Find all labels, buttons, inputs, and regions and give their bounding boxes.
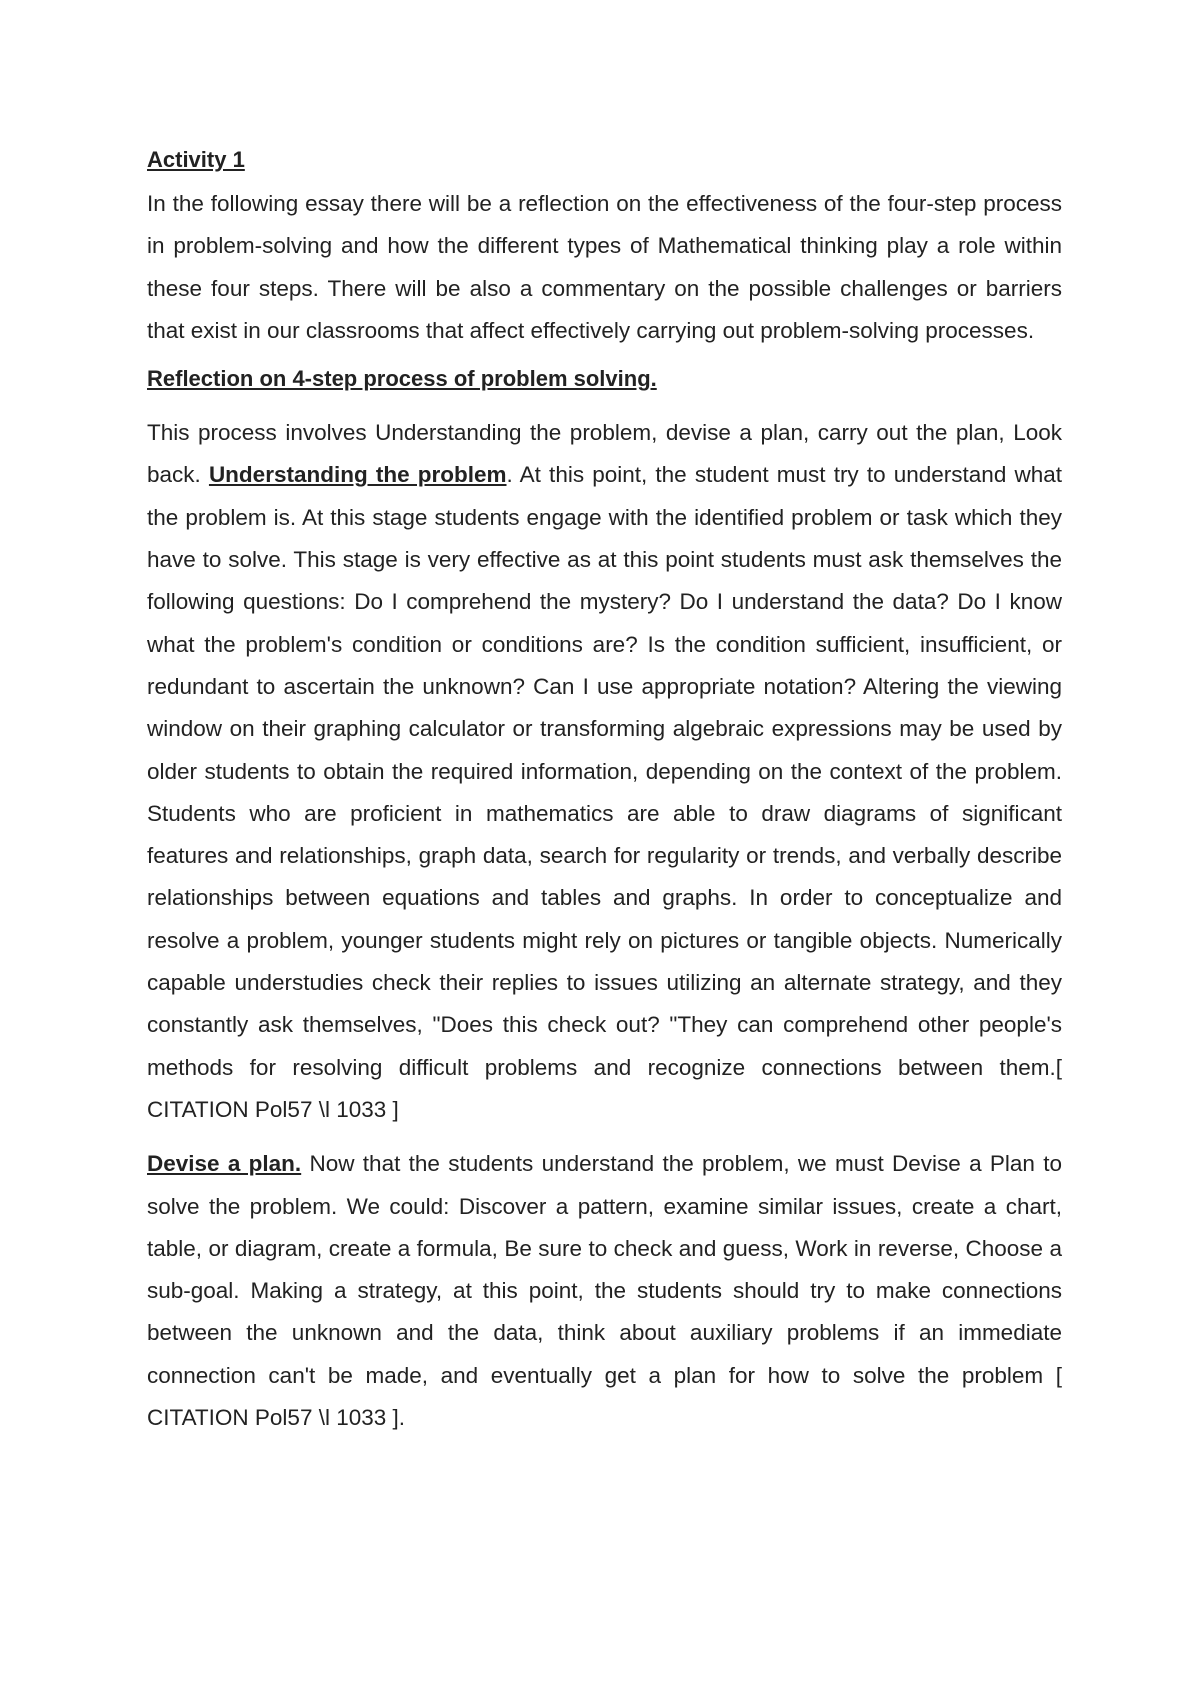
intro-paragraph: In the following essay there will be a reflection on the effectiveness of the four-step process in problem-solving and how the different types of Mathematical thinking play a role within these four steps. There will be also a commentary on the possible challenges or barriers that exist in our classrooms that affect effectively carrying out problem-solving processes. — [147, 191, 1062, 343]
devise-plan-body: Now that the students understand the problem, we must Devise a Plan to solve the problem. We could: Discover a pattern, examine similar issues, create a chart, table, or diagram, create a formula, Be sure to check and guess, Work in reverse, Choose a sub-goal. Making a strategy, at this point, the students should try to make connections between the unknown and the data, think about auxiliary problems if an immediate connection can't be made, and eventually get a plan for how to solve the problem [ CITATION Pol57 \l 1033 ]. — [147, 1151, 1063, 1431]
devise-plan-heading: Devise a plan. — [147, 1151, 302, 1177]
activity-title: Activity 1 — [147, 147, 245, 172]
understanding-heading: Understanding the problem — [208, 462, 507, 488]
section-heading: Reflection on 4-step process of problem solving. — [147, 366, 657, 392]
understanding-paragraph-body: . At this point, the student must try to understand what the problem is. At this stage students engage with the identified problem or task which they have to solve. This stage is very effective as at this point students must ask themselves the following questions: Do I comprehend the mystery? Do I understand the data? Do I know what the problem's condition or conditions are? Is the condition sufficient, insufficient, or redundant to ascertain the unknown? Can I use appropriate notation? Altering the viewing window on their graphing calculator or transforming algebraic expressions may be used by older students to obtain the required information, depending on the context of the problem. Students who are proficient in mathematics are able to draw diagrams of significant features and relationships, graph data, search for regularity or trends, and verbally describe relationships between equations and tables and graphs. In order to conceptualize and resolve a problem, younger students might rely on pictures or tangible objects. Numerically capable understudies check their replies to issues utilizing an alternate strategy, and they constantly ask themselves, "Does this check out? "They can comprehend other people's methods for resolving difficult problems and recognize connections between them.[ CITATION Pol57 \l 1033 ] — [147, 462, 1063, 1122]
understanding-paragraph — [147, 412, 1062, 1131]
devise-plan-paragraph — [147, 1143, 1062, 1439]
understanding-paragraph-lead: This process involves Understanding the problem, devise a plan, carry out the plan, Look back. — [147, 420, 1062, 488]
document-body — [147, 145, 1062, 1439]
